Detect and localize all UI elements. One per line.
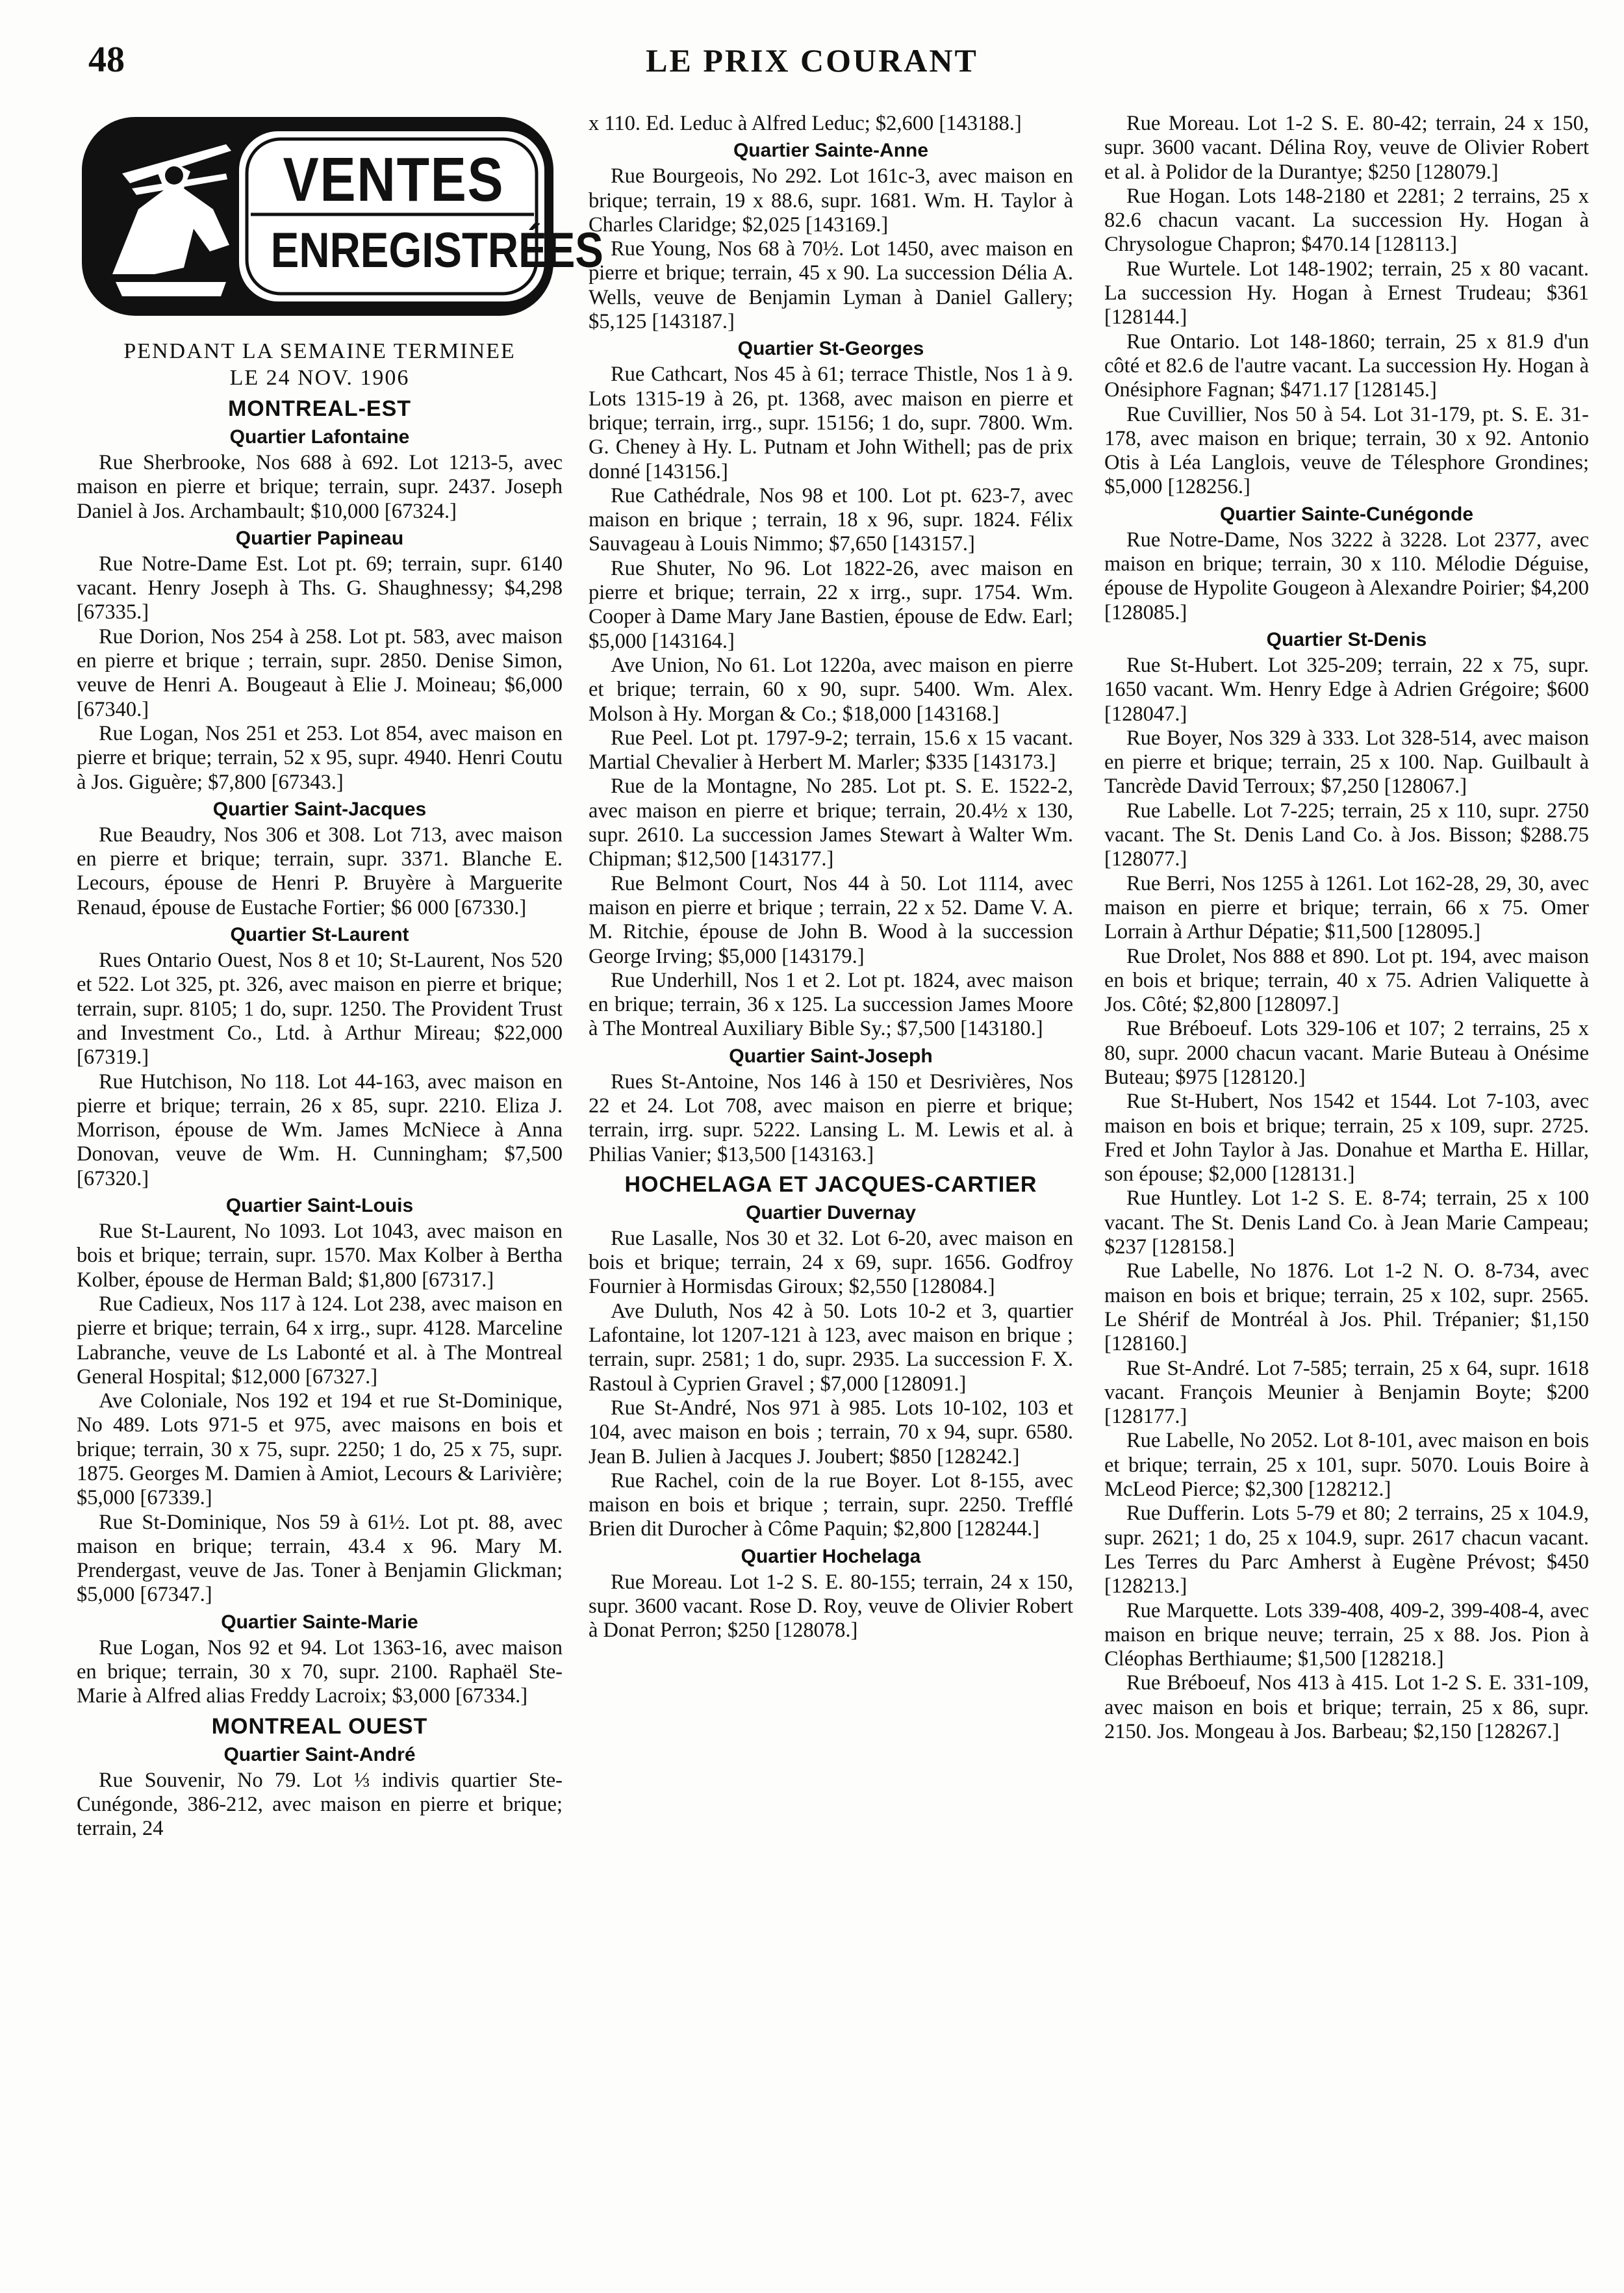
sale-entry: Rues Ontario Ouest, Nos 8 et 10; St-Laurent, Nos 520 et 522. Lot 325, pt. 326, avec maison en pierre et brique; terrain, supr. 8105; 1 do, supr. 1250. The Provident Trust and Investment Co., Ltd. à Arthur Mireau; $22,000 [67319.]: [77, 949, 563, 1070]
section-heading: MONTREAL-EST: [227, 396, 412, 421]
column-middle: [589, 112, 1073, 2275]
quartier-heading: Quartier St-Laurent: [230, 924, 409, 946]
quartier-heading: Quartier Saint-André: [223, 1743, 416, 1765]
sale-entry: Rue Young, Nos 68 à 70½. Lot 1450, avec maison en pierre et brique; terrain, 45 x 90. La succession Délia A. Wells, veuve de Benjamin Lyman à Daniel Gallery; $5,125 [143187.]: [589, 237, 1073, 334]
quartier-heading: Quartier Lafontaine: [229, 426, 410, 448]
quartier-heading: Quartier Saint-Louis: [225, 1195, 414, 1217]
sale-entry: Rue St-Hubert. Lot 325-209; terrain, 22 x 75, supr. 1650 vacant. Wm. Henry Edge à Adrien Grégoire; $600 [128047.]: [1104, 653, 1589, 726]
sale-entry: Rue Bourgeois, No 292. Lot 161c-3, avec maison en brique; terrain, 19 x 88.6, supr. 1681. Wm. H. Taylor à Charles Claridge; $2,025 [143169.]: [589, 164, 1073, 237]
sale-entry: Rue Logan, Nos 92 et 94. Lot 1363-16, avec maison en brique; terrain, 30 x 70, supr. 2100. Raphaël Ste-Marie à Alfred alias Freddy Lacroix; $3,000 [67334.]: [77, 1635, 563, 1708]
logo-line-1: VENTES: [283, 145, 505, 214]
week-date: LE 24 NOV. 1906: [229, 366, 410, 390]
column-left: [77, 112, 603, 2275]
sale-entry: Rue Dorion, Nos 254 à 258. Lot pt. 583, avec maison en pierre et brique ; terrain, supr. 2850. Denise Simon, veuve de Henri A. Bougeaut à Elie J. Moineau; $6,000 [67340.]: [77, 624, 563, 721]
sale-entry: Rue Bréboeuf. Lots 329-106 et 107; 2 terrains, 25 x 80, supr. 2000 chacun vacant. Marie Buteau à Onésime Buteau; $975 [128120.]: [1104, 1017, 1589, 1089]
sale-entry: Rue Cuvillier, Nos 50 à 54. Lot 31-179, pt. S. E. 31-178, avec maison en brique; terrain, 30 x 92. Antonio Otis à Léa Langlois, veuve de Télesphore Grondines; $5,000 [128256.]: [1104, 402, 1589, 499]
sale-entry: Rue Underhill, Nos 1 et 2. Lot pt. 1824, avec maison en brique; terrain, 36 x 125. La succession James Moore à The Montreal Auxiliary Bible Sy.; $7,500 [143180.]: [589, 968, 1073, 1041]
sale-entry: Rue Souvenir, No 79. Lot ⅓ indivis quartier Ste-Cunégonde, 386-212, avec maison en pierre et brique; terrain, 24: [77, 1768, 563, 1841]
sale-entry: Rue de la Montagne, No 285. Lot pt. S. E. 1522-2, avec maison en pierre et brique; terrain, 20.4½ x 130, supr. 2610. La succession James Stewart à Walter Wm. Chipman; $12,500 [143177.]: [589, 775, 1073, 871]
sale-entry: Rue Moreau. Lot 1-2 S. E. 80-42; terrain, 24 x 150, supr. 3600 vacant. Délina Roy, veuve de Olivier Robert et al. à Polidor de la Durantye; $250 [128079.]: [1104, 112, 1589, 184]
quartier-heading: Quartier St-Denis: [1266, 628, 1427, 650]
sale-entry: Rue Hogan. Lots 148-2180 et 2281; 2 terrains, 25 x 82.6 chacun vacant. La succession Hy. Hogan à Chrysologue Chapron; $470.14 [128113.]: [1104, 184, 1589, 257]
sale-entry: Rue Dufferin. Lots 5-79 et 80; 2 terrains, 25 x 104.9, supr. 2621; 1 do, 25 x 104.9, supr. 2617 chacun vacant. Les Terres du Parc Amherst à Eugène Prévost; $450 [128213.]: [1104, 1502, 1589, 1598]
sale-entry: Rue Sherbrooke, Nos 688 à 692. Lot 1213-5, avec maison en pierre et brique; terrain, supr. 2437. Joseph Daniel à Jos. Archambault; $10,000 [67324.]: [77, 451, 563, 523]
sale-entry: Ave Coloniale, Nos 192 et 194 et rue St-Dominique, No 489. Lots 971-5 et 975, avec maisons en bois et brique; terrain, 30 x 75, supr. 2250; 1 do, 25 x 75, supr. 1875. Georges M. Damien à Amiot, Lecours & Larivière; $5,000 [67339.]: [77, 1389, 563, 1510]
quartier-heading: Quartier Saint-Jacques: [212, 798, 427, 820]
sale-entry: Rue Hutchison, No 118. Lot 44-163, avec maison en pierre et brique; terrain, 26 x 85, supr. 2210. Eliza J. Morrison, épouse de Wm. James McNiece à Anna Donovan, veuve de Wm. H. Cunningham; $7,500 [67320.]: [77, 1070, 563, 1190]
sale-entry: Rue Logan, Nos 251 et 253. Lot 854, avec maison en pierre et brique; terrain, 52 x 95, supr. 4940. Henri Coutu à Jos. Giguère; $7,800 [67343.]: [77, 721, 563, 794]
sale-entry: Rue Labelle. Lot 7-225; terrain, 25 x 110, supr. 2750 vacant. The St. Denis Land Co. à Jos. Bisson; $288.75 [128077.]: [1104, 799, 1589, 871]
sale-entry: Rue Labelle, No 1876. Lot 1-2 N. O. 8-734, avec maison en bois et brique; terrain, 25 x 102, supr. 2565. Le Shérif de Montréal à Jos. Phil. Trépanier; $1,150 [128160.]: [1104, 1259, 1589, 1356]
quartier-heading: Quartier Hochelaga: [741, 1545, 921, 1567]
sale-entry: Rue Cathcart, Nos 45 à 61; terrace Thistle, Nos 1 à 9. Lots 1315-19 à 26, pt. 1368, avec maison en pierre et brique; terrain, irrg., supr. 15156; 1 do, supr. 7800. Wm. G. Cheney à Hy. L. Putnam et John Withell; pas de prix donné [143156.]: [589, 363, 1073, 483]
sale-entry: Rue Marquette. Lots 339-408, 409-2, 399-408-4, avec maison en brique neuve; terrain, 25 x 88. Jos. Pion à Cléophas Berthiaume; $1,500 [128218.]: [1104, 1598, 1589, 1671]
sale-entry: Rue Wurtele. Lot 148-1902; terrain, 25 x 80 vacant. La succession Hy. Hogan à Ernest Trudeau; $361 [128144.]: [1104, 257, 1589, 329]
column-right: [1104, 112, 1589, 2275]
sale-entry: Rue Cathédrale, Nos 98 et 100. Lot pt. 623-7, avec maison en brique ; terrain, 18 x 96, supr. 1824. Félix Sauvageau à Louis Nimmo; $7,650 [143157.]: [589, 483, 1073, 556]
sale-entry: Rue St-André, Nos 971 à 985. Lots 10-102, 103 et 104, avec maison en bois ; terrain, 70 x 94, supr. 6580. Jean B. Julien à Jacques J. Joubert; $850 [128242.]: [589, 1396, 1073, 1468]
sale-entry: Rue Belmont Court, Nos 44 à 50. Lot 1114, avec maison en pierre et brique ; terrain, 22 x 52. Dame V. A. M. Ritchie, épouse de John B. Wood à la succession George Irving; $5,000 [143179.]: [589, 871, 1073, 968]
sale-entry: Rue Peel. Lot pt. 1797-9-2; terrain, 15.6 x 15 vacant. Martial Chevalier à Herbert M. Marler; $335 [143173.]: [589, 726, 1073, 775]
sale-entry: Ave Duluth, Nos 42 à 50. Lots 10-2 et 3, quartier Lafontaine, lot 1207-121 à 123, avec maison en brique ; terrain, supr. 2581; 1 do, supr. 2935. La succession F. X. Rastoul à Cyprien Gravel ; $7,000 [128091.]: [589, 1299, 1073, 1396]
page-number: 48: [88, 40, 125, 80]
quartier-heading: Quartier Sainte-Marie: [221, 1611, 418, 1633]
sale-entry: Rue Berri, Nos 1255 à 1261. Lot 162-28, 29, 30, avec maison en pierre et brique; terrain, 66 x 75. Omer Lorrain à Arthur Dépatie; $11,500 [128095.]: [1104, 871, 1589, 944]
sale-entry: Ave Union, No 61. Lot 1220a, avec maison en pierre et brique; terrain, 60 x 90, supr. 5400. Wm. Alex. Molson à Hy. Morgan & Co.; $18,000 [143168.]: [589, 653, 1073, 726]
sale-entry: x 110. Ed. Leduc à Alfred Leduc; $2,600 [143188.]: [589, 112, 1022, 135]
sale-entry: Rue Beaudry, Nos 306 et 308. Lot 713, avec maison en pierre et brique; terrain, supr. 3371. Blanche E. Lecours, épouse de Henri P. Bruyère à Marguerite Renaud, épouse de Eustache Fortier; $6 000 [67330.]: [77, 823, 563, 919]
logo-line-2: ENREGISTRÉES: [270, 223, 603, 278]
sale-entry: Rue St-André. Lot 7-585; terrain, 25 x 64, supr. 1618 vacant. François Meunier à Benjamin Boyte; $200 [128177.]: [1104, 1356, 1589, 1429]
sale-entry: Rue St-Laurent, No 1093. Lot 1043, avec maison en bois et brique; terrain, supr. 1570. Max Kolber à Bertha Kolber, épouse de Herman Bald; $1,800 [67317.]: [77, 1220, 563, 1292]
sale-entry: Rue Notre-Dame Est. Lot pt. 69; terrain, supr. 6140 vacant. Henry Joseph à Ths. G. Shaughnessy; $4,298 [67335.]: [77, 552, 563, 624]
section-heading: MONTREAL OUEST: [211, 1713, 428, 1739]
sale-entry: Rue Moreau. Lot 1-2 S. E. 80-155; terrain, 24 x 150, supr. 3600 vacant. Rose D. Roy, veuve de Olivier Robert à Donat Perron; $250 [128078.]: [589, 1570, 1073, 1643]
sale-entry: Rue St-Dominique, Nos 59 à 61½. Lot pt. 88, avec maison en brique; terrain, 43.4 x 96. Mary M. Prendergast, veuve de Jas. Toner à Benjamin Glickman; $5,000 [67347.]: [77, 1510, 563, 1607]
sale-entry: Rue Lasalle, Nos 30 et 32. Lot 6-20, avec maison en bois et brique; terrain, 24 x 69, supr. 1656. Godfroy Fournier à Hormisdas Giroux; $2,550 [128084.]: [589, 1226, 1073, 1299]
sale-entry: Rue Boyer, Nos 329 à 333. Lot 328-514, avec maison en pierre et brique; terrain, 25 x 100. Nap. Guilbault à Tancrède David Terroux; $7,250 [128067.]: [1104, 726, 1589, 799]
sale-entry: Rue Drolet, Nos 888 et 890. Lot pt. 194, avec maison en bois et brique; terrain, 40 x 75. Adrien Valiquette à Jos. Côté; $2,800 [128097.]: [1104, 944, 1589, 1017]
sale-entry: Rue Notre-Dame, Nos 3222 à 3228. Lot 2377, avec maison en brique; terrain, 30 x 110. Mélodie Déguise, épouse de Hypolite Gougeon à Alexandre Poirier; $4,200 [128085.]: [1104, 528, 1589, 624]
sale-entry: Rue Ontario. Lot 148-1860; terrain, 25 x 81.9 d'un côté et 82.6 de l'autre vacant. La succession Hy. Hogan à Onésiphore Fagnan; $471.17 [128145.]: [1104, 329, 1589, 402]
quartier-heading: Quartier Sainte-Anne: [733, 140, 929, 162]
quartier-heading: Quartier St-Georges: [737, 338, 924, 360]
section-heading: HOCHELAGA ET JACQUES-CARTIER: [624, 1172, 1037, 1197]
week-subtitle: PENDANT LA SEMAINE TERMINEE: [123, 339, 516, 363]
quartier-heading: Quartier Papineau: [235, 527, 404, 549]
sale-entry: Rue Bréboeuf, Nos 413 à 415. Lot 1-2 S. E. 331-109, avec maison en bois et brique; terrain, 25 x 86, supr. 2150. Jos. Mongeau à Jos. Barbeau; $2,150 [128267.]: [1104, 1671, 1589, 1743]
sale-entry: Rue Labelle, No 2052. Lot 8-101, avec maison en bois et brique; terrain, 25 x 101, supr. 5070. Louis Boire à McLeod Pierce; $2,300 [128212.]: [1104, 1429, 1589, 1502]
quartier-heading: Quartier Duvernay: [746, 1201, 916, 1223]
sale-entry: Rue Shuter, No 96. Lot 1822-26, avec maison en pierre et brique; terrain, 22 x irrg., supr. 1754. Wm. Cooper à Dame Mary Jane Bastien, épouse de Edw. Earl; $5,000 [143164.]: [589, 556, 1073, 653]
quartier-heading: Quartier Saint-Joseph: [729, 1045, 933, 1067]
sale-entry: Rue Cadieux, Nos 117 à 124. Lot 238, avec maison en pierre et brique; terrain, 64 x irrg., supr. 4128. Marceline Labranche, veuve de Ls Labonté et al. à The Montreal General Hospital; $12,000 [67327.]: [77, 1292, 563, 1389]
sale-entry: Rues St-Antoine, Nos 146 à 150 et Desrivières, Nos 22 et 24. Lot 708, avec maison en pierre et brique; terrain, irrg. supr. 5222. Lansing L. M. Lewis et al. à Philias Vanier; $13,500 [143163.]: [589, 1070, 1073, 1166]
running-head: LE PRIX COURANT: [646, 42, 978, 79]
sale-entry: Rue Huntley. Lot 1-2 S. E. 8-74; terrain, 25 x 100 vacant. The St. Denis Land Co. à Jean Marie Campeau; $237 [128158.]: [1104, 1186, 1589, 1259]
logo-frame-graphic: [77, 112, 603, 321]
quartier-heading: Quartier Sainte-Cunégonde: [1219, 503, 1474, 525]
ventes-enregistrees-logo: [77, 112, 603, 321]
sale-entry: Rue Rachel, coin de la rue Boyer. Lot 8-155, avec maison en bois et brique ; terrain, supr. 2250. Trefflé Brien dit Durocher à Côme Paquin; $2,800 [128244.]: [589, 1468, 1073, 1541]
sale-entry: Rue St-Hubert, Nos 1542 et 1544. Lot 7-103, avec maison en bois et brique; terrain, 25 x 109, supr. 2725. Fred et John Taylor à Jas. Donahue et Martha E. Hillar, son épouse; $2,000 [128131.]: [1104, 1090, 1589, 1186]
